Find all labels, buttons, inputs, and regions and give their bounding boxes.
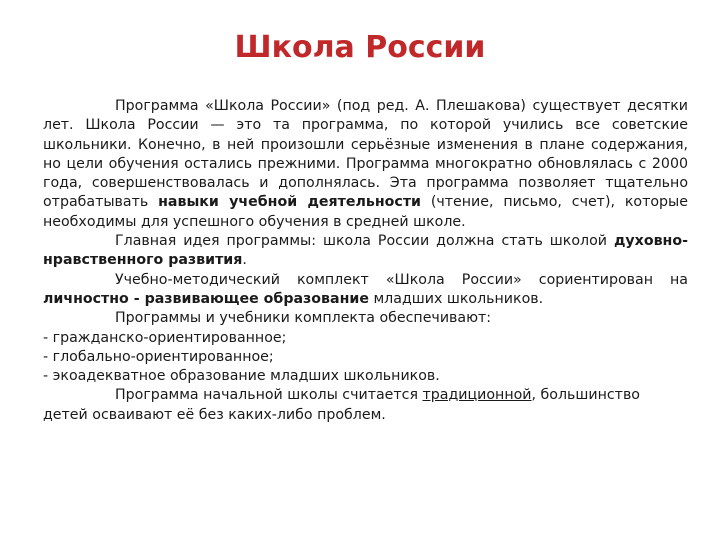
main-idea-text: Главная идея программы: школа России должна стать школой — [115, 233, 614, 250]
umk-end: младших школьников. — [368, 290, 544, 307]
paragraph-main-idea — [43, 232, 688, 271]
paragraph-umk — [43, 271, 688, 310]
list-item-eco: - экоадекватное образование младших школьников. — [43, 368, 440, 385]
slide-title: Школа России — [234, 30, 486, 65]
paragraph-provides: Программы и учебники комплекта обеспечивают: — [115, 310, 492, 327]
paragraph-traditional — [43, 386, 688, 425]
traditional-end: , большинство детей осваивают её без каких-либо проблем. — [43, 387, 640, 423]
intro-text-end: (чтение, письмо, счет), которые необходимы для успешного обучения в средней школе. — [43, 194, 688, 230]
list-item-civic: - гражданско-ориентированное; — [43, 329, 287, 346]
umk-bold: личностно - развивающее образование — [43, 290, 369, 307]
main-idea-bold: духовно-нравственного развития — [43, 233, 688, 269]
list-item-global: - глобально-ориентированное; — [43, 348, 274, 365]
traditional-text: Программа начальной школы считается — [115, 387, 423, 404]
main-idea-end: . — [242, 252, 247, 269]
slide-body — [43, 97, 688, 425]
traditional-underlined: традиционной — [422, 387, 532, 404]
paragraph-intro — [43, 97, 688, 232]
intro-text: Программа «Школа России» (под ред. А. Плешакова) существует десятки лет. Школа России — это та программа, по которой учились все советские школьники. Конечно, в ней произошли серьёзные изменения в плане содержания, но цели обучения остались прежними. Программа многократно обновлялась с 2000 года, совершенствовалась и дополнялась. Эта программа позволяет тщательно отрабатывать — [43, 98, 688, 211]
umk-text: Учебно-методический комплект «Школа России» сориентирован на — [115, 271, 688, 288]
intro-bold-skills: навыки учебной деятельности — [158, 194, 421, 211]
